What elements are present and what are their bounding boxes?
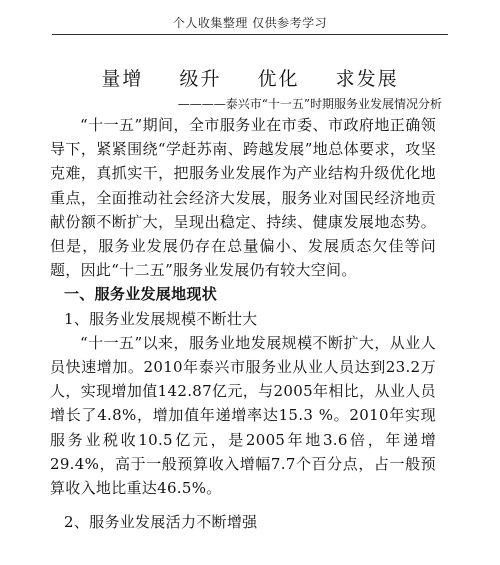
paragraph-gap — [50, 500, 436, 510]
header-divider — [52, 34, 448, 35]
header-note: 个人收集整理 仅供参考学习 — [172, 16, 328, 30]
subsection-paragraph: “十一五”以来，服务业地发展规模不断扩大，从业人员快速增加。2010年泰兴市服务业从业人员达到23.2万人，实现增加值142.87亿元，与2005年相比，从业人员增长了4.8%，增加值年递增率达15.3 %。2010年实现服务业税收10.5亿元，是2005年地3.6倍，年递增29.4%，高于一般预算收入增幅7.7个百分点，占一般预算收入地比重达46.5%。 — [50, 333, 436, 498]
subsection-heading: 2、服务业发展活力不断增强 — [64, 513, 258, 532]
document-body — [50, 113, 436, 534]
section-heading: 一、服务业发展地现状 — [64, 285, 218, 304]
intro-paragraph: “十一五”期间，全市服务业在市委、市政府地正确领导下，紧紧围绕“学赶苏南、跨越发展”地总体要求，攻坚克难，真抓实干，把服务业发展作为产业结构升级优化地重点，全面推动社会经济大发展，服务业对国民经济地贡献份额不断扩大，呈现出稳定、持续、健康发展地态势。但是，服务业发展仍存在总量偏小、发展质态欠佳等问题，因此“十二五”服务业发展仍有较大空间。 — [50, 116, 436, 280]
document-title: 量增 级升 优化 求发展 — [101, 68, 399, 90]
document-subtitle: ————泰兴市“十一五”时期服务业发展情况分析 — [177, 97, 442, 111]
subsection-heading: 1、服务业发展规模不断壮大 — [64, 309, 258, 328]
